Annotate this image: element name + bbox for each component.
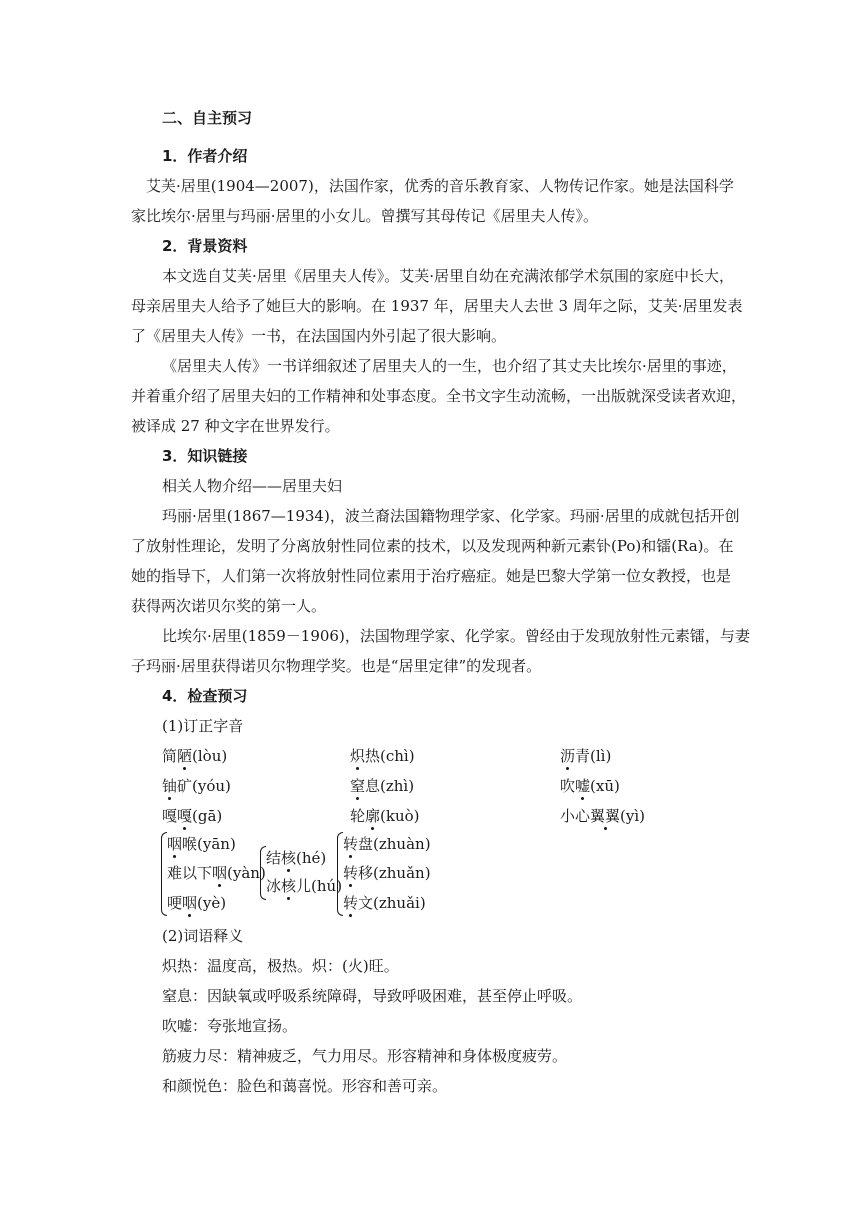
definition-item: 窒息：因缺氧或呼吸系统障碍，导致呼吸困难，甚至停止呼吸。 [162,987,583,1005]
poly-item: 哽咽(yè) [167,894,227,912]
pron-item: 炽热(chì) [350,747,415,765]
heading-background: 2．背景资料 [162,237,248,255]
background-line-3: 了《居里夫人传》一书，在法国国内外引起了很大影响。 [131,327,507,345]
pron-item: 沥青(lì) [560,747,612,765]
marie-line-2: 了放射性理论，发明了分离放射性同位素的技术，以及发现两种新元素钋(Po)和镭(Ra)。在 [131,537,734,555]
pierre-line-2: 子玛丽·居里获得诺贝尔物理学奖。也是“居里定律”的发现者。 [131,657,542,675]
poly-item: 结核(hé) [266,849,327,867]
pron-item: 简陋(lòu) [162,747,228,765]
background-line-4: 《居里夫人传》一书详细叙述了居里夫人的一生，也介绍了其丈夫比埃尔·居里的事迹， [162,357,737,375]
pron-item: 轮廓(kuò) [350,807,420,825]
poly-item: 转文(zhuǎi) [343,894,426,912]
background-line-5: 并着重介绍了居里夫妇的工作精神和处事态度。全书文字生动流畅，一出版就深受读者欢迎， [131,387,747,405]
poly-item: 难以下咽(yàn) [167,864,266,882]
pron-item: 嘎嘎(gā) [162,807,223,825]
pron-item: 小心翼翼(yì) [560,807,646,825]
heading-check: 4．检查预习 [162,687,248,705]
marie-line-3: 她的指导下，人们第一次将放射性同位素用于治疗癌症。她是巴黎大学第一位女教授，也是 [131,567,732,585]
marie-line-4: 获得两次诺贝尔奖的第一人。 [131,597,327,615]
heading-author: 1．作者介绍 [162,147,248,165]
definition-item: 筋疲力尽：精神疲乏，气力用尽。形容精神和身体极度疲劳。 [162,1047,568,1065]
background-line-1: 本文选自艾芙·居里《居里夫人传》。艾芙·居里自幼在充满浓郁学术氛围的家庭中长大， [162,267,735,285]
definition-item: 吹嘘：夸张地宣扬。 [162,1017,298,1035]
pronunciation-subtitle: (1)订正字音 [162,717,244,735]
pierre-line-1: 比埃尔·居里(1859－1906)，法国物理学家、化学家。曾经由于发现放射性元素镭，与妻 [162,627,750,645]
author-line-2: 家比埃尔·居里与玛丽·居里的小女儿。曾撰写其母传记《居里夫人传》。 [131,207,599,225]
poly-item: 转盘(zhuàn) [343,835,431,853]
poly-item: 咽喉(yān) [167,835,236,853]
background-line-2: 母亲居里夫人给予了她巨大的影响。在 1937 年，居里夫人去世 3 周年之际，艾芙·居里发表 [131,297,743,315]
pron-item: 吹嘘(xū) [560,777,620,795]
definitions-subtitle: (2)词语释义 [162,927,244,945]
definition-item: 炽热：温度高，极热。炽：(火)旺。 [162,957,399,975]
pron-item: 窒息(zhì) [350,777,415,795]
author-line-1: 艾芙·居里(1904—2007)，法国作家，优秀的音乐教育家、人物传记作家。她是法国科学 [146,177,734,195]
marie-line-1: 玛丽·居里(1867—1934)，波兰裔法国籍物理学家、化学家。玛丽·居里的成就包括开创 [162,507,740,525]
definition-item: 和颜悦色：脸色和蔼喜悦。形容和善可亲。 [162,1077,448,1095]
section-title: 二、自主预习 [162,109,253,127]
heading-knowledge: 3．知识链接 [162,447,248,465]
poly-item: 转移(zhuǎn) [343,864,431,882]
knowledge-subtitle: 相关人物介绍——居里夫妇 [162,477,343,495]
pron-item: 铀矿(yóu) [162,777,231,795]
poly-item: 冰核儿(hú) [266,877,343,895]
background-line-6: 被译成 27 种文字在世界发行。 [131,417,340,435]
